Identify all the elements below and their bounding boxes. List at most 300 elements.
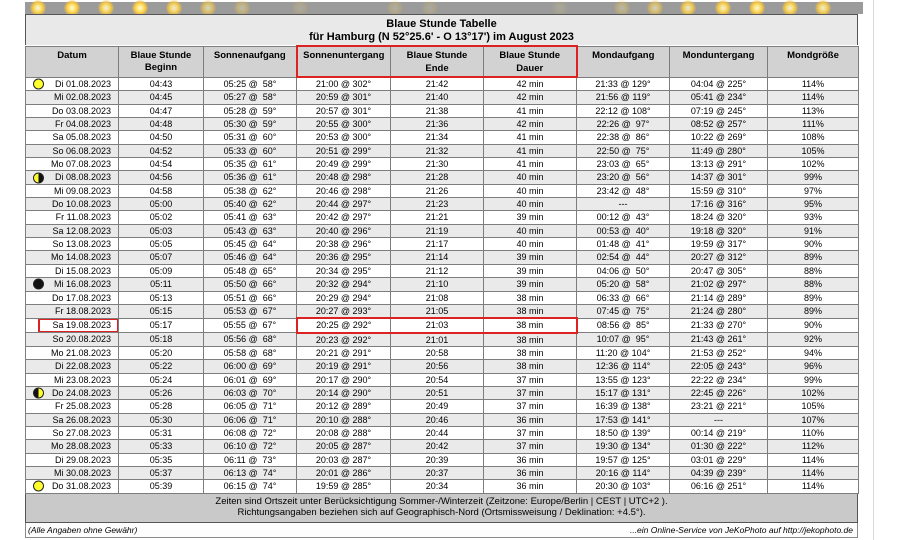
cell-beginn: 05:17 bbox=[119, 318, 204, 332]
date-text: Do 31.08.2023 bbox=[51, 481, 111, 492]
table-row bbox=[26, 360, 859, 373]
cell-ende: 20:37 bbox=[391, 466, 484, 479]
table-row bbox=[26, 346, 859, 359]
cell-datum bbox=[26, 238, 119, 251]
cell-untergang: 20:32 @ 294° bbox=[297, 278, 391, 291]
cell-ende: 20:44 bbox=[391, 426, 484, 439]
cell-beginn: 05:11 bbox=[119, 278, 204, 291]
cell-mondunter: 19:18 @ 320° bbox=[670, 224, 768, 237]
date-text: Do 17.08.2023 bbox=[51, 292, 111, 303]
cell-mondauf: 23:42 @ 48° bbox=[577, 184, 670, 197]
cell-mondunter: 10:22 @ 269° bbox=[670, 131, 768, 144]
cell-beginn: 05:28 bbox=[119, 400, 204, 413]
cell-groesse: 92% bbox=[768, 333, 859, 347]
cell-mondunter: 22:22 @ 234° bbox=[670, 373, 768, 386]
date-text: So 13.08.2023 bbox=[52, 239, 111, 250]
table-row bbox=[26, 224, 859, 237]
cell-mondauf: 00:12 @ 43° bbox=[577, 211, 670, 224]
cell-aufgang: 06:15 @ 74° bbox=[204, 480, 297, 493]
cell-untergang: 20:21 @ 291° bbox=[297, 346, 391, 359]
cell-groesse: 102% bbox=[768, 386, 859, 399]
cell-beginn: 05:33 bbox=[119, 440, 204, 453]
cell-ende: 20:51 bbox=[391, 386, 484, 399]
cell-aufgang: 06:08 @ 72° bbox=[204, 426, 297, 439]
date-text: Fr 25.08.2023 bbox=[54, 401, 111, 412]
last-quarter-moon-icon bbox=[33, 172, 44, 183]
cell-aufgang: 05:56 @ 68° bbox=[204, 333, 297, 347]
cell-mondunter: 03:01 @ 229° bbox=[670, 453, 768, 466]
cell-aufgang: 06:10 @ 72° bbox=[204, 440, 297, 453]
cell-datum bbox=[26, 158, 119, 171]
cell-beginn: 05:15 bbox=[119, 304, 204, 318]
cell-aufgang: 06:00 @ 69° bbox=[204, 360, 297, 373]
cell-dauer: 37 min bbox=[484, 426, 577, 439]
table-row bbox=[26, 104, 859, 117]
column-header-groesse: Mondgröße bbox=[768, 46, 859, 77]
cell-beginn: 05:30 bbox=[119, 413, 204, 426]
cell-ende: 21:01 bbox=[391, 333, 484, 347]
cell-groesse: 110% bbox=[768, 426, 859, 439]
column-header-beginn: Blaue Stunde Beginn bbox=[119, 46, 204, 77]
cell-mondauf: 17:53 @ 141° bbox=[577, 413, 670, 426]
cell-dauer: 40 min bbox=[484, 171, 577, 184]
cell-ende: 21:26 bbox=[391, 184, 484, 197]
cell-ende: 21:23 bbox=[391, 198, 484, 211]
cell-groesse: 105% bbox=[768, 400, 859, 413]
new-moon-icon bbox=[33, 279, 44, 290]
cell-ende: 21:32 bbox=[391, 144, 484, 157]
cell-aufgang: 05:50 @ 66° bbox=[204, 278, 297, 291]
cell-dauer: 37 min bbox=[484, 440, 577, 453]
cell-ende: 21:40 bbox=[391, 91, 484, 104]
cell-untergang: 20:48 @ 298° bbox=[297, 171, 391, 184]
cell-aufgang: 05:58 @ 68° bbox=[204, 346, 297, 359]
column-header-untergang: Sonnenuntergang bbox=[297, 46, 391, 77]
cell-datum bbox=[26, 264, 119, 277]
cell-dauer: 36 min bbox=[484, 453, 577, 466]
cell-groesse: 95% bbox=[768, 198, 859, 211]
page-edge-divider bbox=[873, 0, 874, 540]
blue-hour-page bbox=[25, 14, 858, 538]
cell-groesse: 99% bbox=[768, 373, 859, 386]
cell-aufgang: 05:45 @ 64° bbox=[204, 238, 297, 251]
cell-untergang: 20:49 @ 299° bbox=[297, 158, 391, 171]
cell-datum bbox=[26, 171, 119, 184]
cell-dauer: 39 min bbox=[484, 251, 577, 264]
full-moon-icon bbox=[33, 481, 44, 492]
cell-datum bbox=[26, 480, 119, 493]
cell-untergang: 20:34 @ 295° bbox=[297, 264, 391, 277]
cell-untergang: 20:14 @ 290° bbox=[297, 386, 391, 399]
cell-mondunter: 20:27 @ 312° bbox=[670, 251, 768, 264]
cell-mondauf: 20:30 @ 103° bbox=[577, 480, 670, 493]
cell-mondunter: 13:13 @ 291° bbox=[670, 158, 768, 171]
cell-ende: 20:49 bbox=[391, 400, 484, 413]
cell-aufgang: 05:28 @ 59° bbox=[204, 104, 297, 117]
table-row bbox=[26, 426, 859, 439]
date-text: Di 22.08.2023 bbox=[54, 361, 111, 372]
cell-mondauf: 04:06 @ 50° bbox=[577, 264, 670, 277]
cell-dauer: 36 min bbox=[484, 413, 577, 426]
cell-mondunter: 06:16 @ 251° bbox=[670, 480, 768, 493]
cell-ende: 20:56 bbox=[391, 360, 484, 373]
cell-ende: 20:54 bbox=[391, 373, 484, 386]
table-row bbox=[26, 453, 859, 466]
cell-mondauf: 13:55 @ 123° bbox=[577, 373, 670, 386]
date-text: Fr 04.08.2023 bbox=[54, 119, 111, 130]
cell-untergang: 20:42 @ 297° bbox=[297, 211, 391, 224]
table-row bbox=[26, 118, 859, 131]
cell-mondauf: 22:12 @ 108° bbox=[577, 104, 670, 117]
cell-aufgang: 06:13 @ 74° bbox=[204, 466, 297, 479]
table-row bbox=[26, 251, 859, 264]
cell-datum bbox=[26, 373, 119, 386]
cell-untergang: 20:17 @ 290° bbox=[297, 373, 391, 386]
date-text: Fr 18.08.2023 bbox=[54, 306, 111, 317]
cell-mondunter: --- bbox=[670, 413, 768, 426]
blue-hour-table bbox=[25, 45, 859, 494]
table-row bbox=[26, 318, 859, 332]
cell-mondauf: 22:38 @ 86° bbox=[577, 131, 670, 144]
cell-datum bbox=[26, 77, 119, 91]
cell-mondauf: 19:57 @ 125° bbox=[577, 453, 670, 466]
cell-mondauf: 23:03 @ 65° bbox=[577, 158, 670, 171]
cell-beginn: 05:13 bbox=[119, 291, 204, 304]
date-text: Mi 30.08.2023 bbox=[53, 467, 111, 478]
cell-groesse: 97% bbox=[768, 184, 859, 197]
cell-ende: 21:12 bbox=[391, 264, 484, 277]
cell-beginn: 05:18 bbox=[119, 333, 204, 347]
cell-groesse: 89% bbox=[768, 304, 859, 318]
cell-datum bbox=[26, 346, 119, 359]
title-band bbox=[25, 14, 858, 45]
cell-dauer: 37 min bbox=[484, 400, 577, 413]
cell-mondunter: 00:14 @ 219° bbox=[670, 426, 768, 439]
footer-band bbox=[25, 494, 858, 523]
date-text: Sa 26.08.2023 bbox=[52, 414, 111, 425]
cell-aufgang: 05:38 @ 62° bbox=[204, 184, 297, 197]
cell-beginn: 05:31 bbox=[119, 426, 204, 439]
cell-aufgang: 05:27 @ 58° bbox=[204, 91, 297, 104]
cell-dauer: 40 min bbox=[484, 184, 577, 197]
cell-mondunter: 08:52 @ 257° bbox=[670, 118, 768, 131]
cell-dauer: 40 min bbox=[484, 224, 577, 237]
cell-groesse: 88% bbox=[768, 278, 859, 291]
cell-groesse: 114% bbox=[768, 466, 859, 479]
cell-mondauf: 01:48 @ 41° bbox=[577, 238, 670, 251]
date-text: Mo 07.08.2023 bbox=[50, 159, 111, 170]
date-text: Di 08.08.2023 bbox=[54, 172, 111, 183]
cell-aufgang: 06:05 @ 71° bbox=[204, 400, 297, 413]
cell-groesse: 89% bbox=[768, 291, 859, 304]
cell-mondunter: 19:59 @ 317° bbox=[670, 238, 768, 251]
cell-mondunter: 14:37 @ 301° bbox=[670, 171, 768, 184]
cell-mondunter: 21:53 @ 252° bbox=[670, 346, 768, 359]
cell-beginn: 04:56 bbox=[119, 171, 204, 184]
cell-ende: 21:28 bbox=[391, 171, 484, 184]
cell-datum bbox=[26, 386, 119, 399]
cell-groesse: 113% bbox=[768, 104, 859, 117]
cell-dauer: 40 min bbox=[484, 198, 577, 211]
cell-untergang: 20:46 @ 298° bbox=[297, 184, 391, 197]
cell-mondunter: 04:04 @ 225° bbox=[670, 77, 768, 91]
cell-dauer: 42 min bbox=[484, 118, 577, 131]
cell-groesse: 114% bbox=[768, 91, 859, 104]
cell-datum bbox=[26, 131, 119, 144]
cell-beginn: 05:37 bbox=[119, 466, 204, 479]
cell-mondauf: 11:20 @ 104° bbox=[577, 346, 670, 359]
cell-mondauf: 16:39 @ 138° bbox=[577, 400, 670, 413]
cell-untergang: 19:59 @ 285° bbox=[297, 480, 391, 493]
cell-mondauf: 02:54 @ 44° bbox=[577, 251, 670, 264]
cell-untergang: 20:53 @ 300° bbox=[297, 131, 391, 144]
cell-mondunter: 21:14 @ 289° bbox=[670, 291, 768, 304]
table-row bbox=[26, 440, 859, 453]
cell-mondauf: 22:50 @ 75° bbox=[577, 144, 670, 157]
cell-mondunter: 11:49 @ 280° bbox=[670, 144, 768, 157]
cell-datum bbox=[26, 184, 119, 197]
cell-datum bbox=[26, 466, 119, 479]
cell-mondauf: 05:20 @ 58° bbox=[577, 278, 670, 291]
cell-dauer: 36 min bbox=[484, 480, 577, 493]
cell-mondunter: 23:21 @ 221° bbox=[670, 400, 768, 413]
date-text: Do 03.08.2023 bbox=[51, 105, 111, 116]
cell-untergang: 20:23 @ 292° bbox=[297, 333, 391, 347]
cell-dauer: 38 min bbox=[484, 360, 577, 373]
table-header-row bbox=[26, 46, 859, 77]
cell-beginn: 05:07 bbox=[119, 251, 204, 264]
cell-datum bbox=[26, 360, 119, 373]
cell-beginn: 04:43 bbox=[119, 77, 204, 91]
date-text: Mo 28.08.2023 bbox=[50, 441, 111, 452]
cell-datum bbox=[26, 318, 119, 332]
cell-groesse: 94% bbox=[768, 346, 859, 359]
cell-dauer: 38 min bbox=[484, 333, 577, 347]
date-text: Mi 23.08.2023 bbox=[53, 374, 111, 385]
cell-datum bbox=[26, 453, 119, 466]
cell-untergang: 21:00 @ 302° bbox=[297, 77, 391, 91]
table-row bbox=[26, 278, 859, 291]
cell-datum bbox=[26, 291, 119, 304]
cell-beginn: 04:45 bbox=[119, 91, 204, 104]
cell-beginn: 04:50 bbox=[119, 131, 204, 144]
date-text: So 20.08.2023 bbox=[52, 334, 111, 345]
cell-dauer: 36 min bbox=[484, 466, 577, 479]
date-text: Do 10.08.2023 bbox=[51, 199, 111, 210]
table-row bbox=[26, 131, 859, 144]
cell-datum bbox=[26, 413, 119, 426]
cell-mondauf: 15:17 @ 131° bbox=[577, 386, 670, 399]
date-text: Di 15.08.2023 bbox=[54, 265, 111, 276]
cell-groesse: 114% bbox=[768, 480, 859, 493]
cell-groesse: 107% bbox=[768, 413, 859, 426]
cell-beginn: 05:24 bbox=[119, 373, 204, 386]
cell-untergang: 20:05 @ 287° bbox=[297, 440, 391, 453]
cell-untergang: 20:27 @ 293° bbox=[297, 304, 391, 318]
cell-groesse: 108% bbox=[768, 131, 859, 144]
cell-datum bbox=[26, 440, 119, 453]
table-row bbox=[26, 333, 859, 347]
cell-dauer: 41 min bbox=[484, 158, 577, 171]
cell-aufgang: 05:43 @ 63° bbox=[204, 224, 297, 237]
cell-datum bbox=[26, 224, 119, 237]
cell-ende: 20:34 bbox=[391, 480, 484, 493]
table-row bbox=[26, 291, 859, 304]
cell-beginn: 04:47 bbox=[119, 104, 204, 117]
cell-groesse: 111% bbox=[768, 118, 859, 131]
cell-groesse: 90% bbox=[768, 318, 859, 332]
cell-beginn: 05:00 bbox=[119, 198, 204, 211]
cell-untergang: 20:12 @ 289° bbox=[297, 400, 391, 413]
cell-datum bbox=[26, 304, 119, 318]
cell-untergang: 20:08 @ 288° bbox=[297, 426, 391, 439]
column-header-dauer: Blaue Stunde Dauer bbox=[484, 46, 577, 77]
date-text: Fr 11.08.2023 bbox=[55, 212, 111, 223]
date-text: So 27.08.2023 bbox=[52, 427, 111, 438]
cell-aufgang: 05:41 @ 63° bbox=[204, 211, 297, 224]
first-quarter-moon-icon bbox=[33, 388, 44, 399]
cell-ende: 20:58 bbox=[391, 346, 484, 359]
table-row bbox=[26, 171, 859, 184]
table-row bbox=[26, 386, 859, 399]
cell-aufgang: 05:30 @ 59° bbox=[204, 118, 297, 131]
cell-mondunter: 17:16 @ 316° bbox=[670, 198, 768, 211]
cell-ende: 21:38 bbox=[391, 104, 484, 117]
cell-ende: 20:46 bbox=[391, 413, 484, 426]
cell-aufgang: 06:03 @ 70° bbox=[204, 386, 297, 399]
cell-ende: 21:19 bbox=[391, 224, 484, 237]
cell-dauer: 37 min bbox=[484, 373, 577, 386]
cell-dauer: 39 min bbox=[484, 278, 577, 291]
date-text: Sa 12.08.2023 bbox=[52, 225, 111, 236]
table-row bbox=[26, 184, 859, 197]
cell-beginn: 05:03 bbox=[119, 224, 204, 237]
cell-groesse: 114% bbox=[768, 77, 859, 91]
cell-dauer: 38 min bbox=[484, 291, 577, 304]
cell-beginn: 04:48 bbox=[119, 118, 204, 131]
cell-beginn: 04:54 bbox=[119, 158, 204, 171]
cell-mondunter: 05:41 @ 234° bbox=[670, 91, 768, 104]
column-header-datum: Datum bbox=[26, 46, 119, 77]
cell-aufgang: 06:06 @ 71° bbox=[204, 413, 297, 426]
cell-ende: 21:21 bbox=[391, 211, 484, 224]
cell-dauer: 41 min bbox=[484, 131, 577, 144]
cell-aufgang: 05:40 @ 62° bbox=[204, 198, 297, 211]
table-row bbox=[26, 77, 859, 91]
cell-untergang: 20:29 @ 294° bbox=[297, 291, 391, 304]
cell-aufgang: 05:35 @ 61° bbox=[204, 158, 297, 171]
cell-datum bbox=[26, 144, 119, 157]
date-text: So 06.08.2023 bbox=[52, 145, 111, 156]
cell-groesse: 90% bbox=[768, 238, 859, 251]
date-text: Di 29.08.2023 bbox=[54, 454, 111, 465]
page-subtitle: für Hamburg (N 52°25.6' - O 13°17') im August 2023 bbox=[309, 31, 574, 43]
cell-dauer: 41 min bbox=[484, 104, 577, 117]
table-row bbox=[26, 238, 859, 251]
table-row bbox=[26, 144, 859, 157]
cell-beginn: 05:26 bbox=[119, 386, 204, 399]
cell-ende: 21:34 bbox=[391, 131, 484, 144]
disclaimer-text: (Alle Angaben ohne Gewähr) bbox=[28, 524, 138, 535]
date-text: Mi 02.08.2023 bbox=[53, 92, 111, 103]
cell-mondunter: 21:02 @ 297° bbox=[670, 278, 768, 291]
cell-dauer: 41 min bbox=[484, 144, 577, 157]
cell-datum bbox=[26, 118, 119, 131]
cell-dauer: 40 min bbox=[484, 238, 577, 251]
cell-mondauf: 22:26 @ 97° bbox=[577, 118, 670, 131]
cell-mondunter: 20:47 @ 305° bbox=[670, 264, 768, 277]
cell-groesse: 114% bbox=[768, 453, 859, 466]
cell-aufgang: 05:48 @ 65° bbox=[204, 264, 297, 277]
cell-mondauf: 06:33 @ 66° bbox=[577, 291, 670, 304]
cell-dauer: 42 min bbox=[484, 91, 577, 104]
cell-aufgang: 05:46 @ 64° bbox=[204, 251, 297, 264]
cell-datum bbox=[26, 278, 119, 291]
cell-groesse: 93% bbox=[768, 211, 859, 224]
cell-mondauf: 12:36 @ 114° bbox=[577, 360, 670, 373]
cell-datum bbox=[26, 91, 119, 104]
table-row bbox=[26, 158, 859, 171]
cell-mondauf: 10:07 @ 95° bbox=[577, 333, 670, 347]
cell-ende: 21:14 bbox=[391, 251, 484, 264]
cell-groesse: 102% bbox=[768, 158, 859, 171]
table-row bbox=[26, 91, 859, 104]
cell-untergang: 20:19 @ 291° bbox=[297, 360, 391, 373]
cell-mondunter: 04:39 @ 239° bbox=[670, 466, 768, 479]
cell-untergang: 20:25 @ 292° bbox=[297, 318, 391, 332]
cell-untergang: 20:01 @ 286° bbox=[297, 466, 391, 479]
cell-beginn: 04:52 bbox=[119, 144, 204, 157]
cell-mondauf: 00:53 @ 40° bbox=[577, 224, 670, 237]
table-row bbox=[26, 211, 859, 224]
cell-aufgang: 05:55 @ 67° bbox=[204, 318, 297, 332]
cell-beginn: 05:09 bbox=[119, 264, 204, 277]
cell-untergang: 20:51 @ 299° bbox=[297, 144, 391, 157]
cell-untergang: 20:38 @ 296° bbox=[297, 238, 391, 251]
cell-mondauf: --- bbox=[577, 198, 670, 211]
cell-beginn: 05:22 bbox=[119, 360, 204, 373]
cell-datum bbox=[26, 104, 119, 117]
date-text: Sa 19.08.2023 bbox=[52, 320, 111, 331]
cell-beginn: 05:02 bbox=[119, 211, 204, 224]
cell-mondauf: 19:30 @ 134° bbox=[577, 440, 670, 453]
cell-ende: 21:05 bbox=[391, 304, 484, 318]
date-text: Mo 14.08.2023 bbox=[50, 252, 111, 263]
table-row bbox=[26, 198, 859, 211]
cell-groesse: 105% bbox=[768, 144, 859, 157]
cell-ende: 21:03 bbox=[391, 318, 484, 332]
cell-mondauf: 21:33 @ 129° bbox=[577, 77, 670, 91]
cell-untergang: 20:59 @ 301° bbox=[297, 91, 391, 104]
cell-beginn: 05:20 bbox=[119, 346, 204, 359]
cell-mondunter: 01:30 @ 222° bbox=[670, 440, 768, 453]
table-row bbox=[26, 304, 859, 318]
column-header-aufgang: Sonnenaufgang bbox=[204, 46, 297, 77]
footer-note-declination: Richtungsangaben beziehen sich auf Geographisch-Nord (Ortsmissweisung / Deklination: +4.5°). bbox=[237, 507, 646, 519]
cell-beginn: 05:05 bbox=[119, 238, 204, 251]
cell-untergang: 20:36 @ 295° bbox=[297, 251, 391, 264]
cell-aufgang: 05:53 @ 67° bbox=[204, 304, 297, 318]
cell-dauer: 39 min bbox=[484, 211, 577, 224]
cell-beginn: 05:39 bbox=[119, 480, 204, 493]
table-row bbox=[26, 400, 859, 413]
cell-groesse: 112% bbox=[768, 440, 859, 453]
cell-mondauf: 23:20 @ 56° bbox=[577, 171, 670, 184]
column-header-mondauf: Mondaufgang bbox=[577, 46, 670, 77]
cell-dauer: 37 min bbox=[484, 386, 577, 399]
cell-mondauf: 18:50 @ 139° bbox=[577, 426, 670, 439]
table-row bbox=[26, 413, 859, 426]
